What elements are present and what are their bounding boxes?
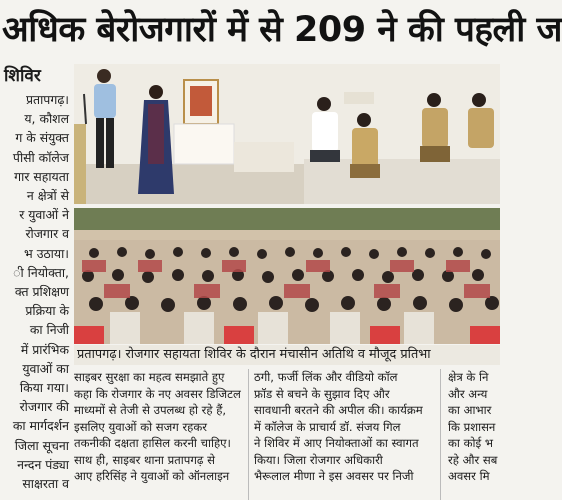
text-line: भ उठाया।	[24, 245, 69, 261]
text-line: में कॉलेज के प्राचार्य डॉ. संजय गिल	[254, 419, 401, 434]
text-line: पीसी कॉलेज	[12, 149, 69, 165]
article-column-1	[74, 369, 242, 500]
text-line: न क्षेत्रों से	[26, 188, 69, 204]
text-line: आए हरिसिंह ने युवाओं को ऑनलाइन	[74, 469, 230, 483]
text-line: नन्दन पंड्या	[17, 456, 69, 472]
text-line: कि प्रशासन	[448, 419, 496, 434]
text-line: ने शिविर में आए नियोक्ताओं का स्वागत	[254, 436, 419, 450]
photo-caption: प्रतापगढ़। रोजगार सहायता शिविर के दौरान मंचासीन अतिथि व मौजूद प्रतिभा	[74, 345, 500, 365]
text-line: किया। जिला रोजगार अधिकारी	[254, 452, 383, 467]
text-line: प्रतापगढ़।	[25, 92, 69, 107]
text-line: तकनीकी दक्षता हासिल करनी चाहिए।	[74, 436, 231, 450]
headline: अधिक बेरोजगारों में से 209 ने की पहली ज	[2, 10, 562, 50]
left-article-column	[0, 90, 72, 500]
text-line: क्त प्रशिक्षण	[14, 284, 69, 300]
text-line: जिला सूचना	[14, 437, 69, 453]
audience-photo	[74, 208, 500, 344]
text-line: ठगी, फर्जी लिंक और वीडियो कॉल	[254, 370, 398, 384]
text-line: गार सहायता	[14, 168, 69, 184]
stage-photo	[74, 64, 500, 204]
text-line: ी नियोक्ता,	[13, 264, 69, 280]
text-line: फ्रॉड से बचने के सुझाव दिए और	[254, 386, 390, 401]
text-line: साथ ही, साइबर थाना प्रतापगढ़ से	[74, 452, 215, 467]
text-line: सावधानी बरतने की अपील की। कार्यक्रम	[254, 403, 423, 417]
text-line: का आभार	[448, 403, 492, 417]
text-line: माध्यमों से तेजी से उपलब्ध हो रहे हैं,	[74, 403, 227, 417]
text-line: का कोई भ	[448, 436, 494, 450]
subhead: शिविर	[4, 66, 41, 86]
text-line: और अन्य	[448, 386, 488, 401]
text-line: ग के संयुक्त	[15, 130, 69, 146]
text-line: साक्षरता व	[22, 476, 69, 492]
stage-photo-illustration	[74, 64, 500, 204]
text-line: में प्रारंभिक	[20, 341, 69, 357]
text-line: युवाओं का	[22, 360, 69, 376]
text-line: रोजगार व	[25, 226, 69, 242]
text-line: रहे और सब	[448, 452, 498, 467]
text-line: साइबर सुरक्षा का महत्व समझाते हुए	[74, 370, 225, 384]
article-column-2	[254, 369, 430, 500]
text-line: रोजगार की	[19, 399, 69, 415]
column-divider	[248, 369, 249, 500]
text-line: अवसर मि	[448, 469, 490, 483]
article-column-3	[448, 369, 500, 500]
text-line: का मार्गदर्शन	[12, 418, 69, 434]
text-line: भैरूलाल मीणा ने इस अवसर पर निजी	[254, 469, 414, 483]
text-line: प्रक्रिया के	[25, 303, 69, 319]
audience-photo-illustration	[74, 208, 500, 344]
text-line: का निजी	[29, 322, 69, 338]
text-line: इसलिए युवाओं को सजग रहकर	[74, 419, 207, 434]
text-line: क्षेत्र के नि	[448, 370, 489, 384]
text-line: य, कौशल	[24, 111, 69, 127]
text-line: कहा कि रोजगार के नए अवसर डिजिटल	[74, 386, 241, 401]
column-divider	[440, 369, 441, 500]
text-line: र युवाओं ने	[19, 207, 69, 223]
text-line: किया गया।	[19, 380, 69, 396]
